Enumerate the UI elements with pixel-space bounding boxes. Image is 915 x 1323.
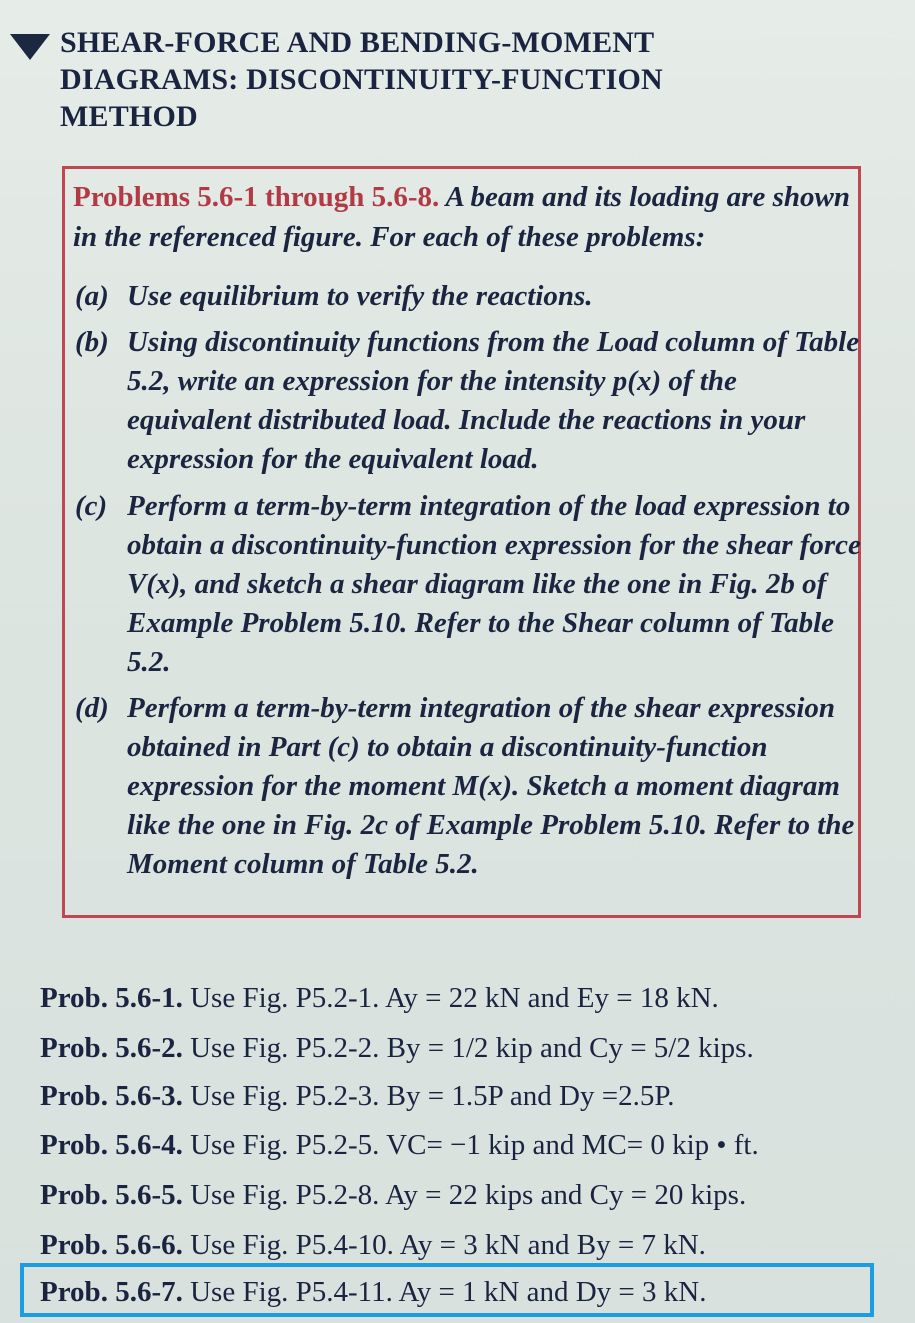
- item-label: (a): [75, 280, 109, 312]
- problem-line: [40, 1175, 746, 1215]
- collapse-triangle-icon: [10, 34, 50, 60]
- problem-text: Use Fig. P5.2-1. Ay = 22 kN and Ey = 18 kN.: [190, 982, 719, 1014]
- problem-line: [40, 1225, 706, 1265]
- intro-label: Problems 5.6-1 through 5.6-8.: [73, 181, 440, 213]
- heading-line-1: SHEAR-FORCE AND BENDING-MOMENT: [60, 26, 655, 59]
- item-label: (b): [75, 326, 109, 358]
- problem-text: Use Fig. P5.2-5. VC= −1 kip and MC= 0 kip • ft.: [190, 1129, 759, 1161]
- problem-text: Use Fig. P5.4-10. Ay = 3 kN and By = 7 kN.: [190, 1229, 706, 1261]
- problem-line: [40, 978, 719, 1018]
- item-text: Perform a term-by-term integration of the shear expression obtained in Part (c) to obtain a discontinuity-function expression for the moment M(x). Sketch a moment diagram like the one in Fig. 2c of Example Problem 5.10. Refer to the Moment column of Table 5.2.: [127, 692, 855, 880]
- problem-text: Use Fig. P5.2-2. By = 1/2 kip and Cy = 5/2 kips.: [190, 1032, 754, 1064]
- heading-line-3: METHOD: [60, 100, 198, 133]
- problem-line: [40, 1076, 675, 1116]
- item-text: Perform a term-by-term integration of the load expression to obtain a discontinuity-function expression for the shear force V(x), and sketch a shear diagram like the one in Fig. 2b of Example Problem 5.10. Refer to the Shear column of Table 5.2.: [127, 490, 861, 678]
- problem-label: Prob. 5.6-7.: [40, 1276, 183, 1308]
- problem-text: Use Fig. P5.2-3. By = 1.5P and Dy =2.5P.: [190, 1080, 675, 1112]
- problem-label: Prob. 5.6-6.: [40, 1229, 183, 1261]
- problem-label: Prob. 5.6-1.: [40, 982, 183, 1014]
- item-text: Use equilibrium to verify the reactions.: [127, 280, 593, 312]
- item-label: (d): [75, 692, 109, 724]
- problem-line: [40, 1125, 759, 1165]
- problem-label: Prob. 5.6-4.: [40, 1129, 183, 1161]
- item-label: (c): [75, 490, 108, 522]
- problem-text: Use Fig. P5.4-11. Ay = 1 kN and Dy = 3 kN.: [190, 1276, 707, 1308]
- box-intro: [73, 177, 858, 257]
- problem-label: Prob. 5.6-2.: [40, 1032, 183, 1064]
- item-text: Using discontinuity functions from the Load column of Table 5.2, write an expression for the intensity p(x) of the equivalent distributed load. Include the reactions in your expression for the equivalent load.: [127, 326, 860, 475]
- problem-label: Prob. 5.6-5.: [40, 1179, 183, 1211]
- selection-highlight-box: [20, 1263, 874, 1317]
- intro-text: A beam and its loading are shown in the referenced figure. For each of these problems:: [73, 181, 850, 253]
- problem-line: [40, 1028, 754, 1068]
- problem-text: Use Fig. P5.2-8. Ay = 22 kips and Cy = 20 kips.: [190, 1179, 747, 1211]
- problem-label: Prob. 5.6-3.: [40, 1080, 183, 1112]
- problems-instructions-box: [62, 166, 861, 918]
- heading-line-2: DIAGRAMS: DISCONTINUITY-FUNCTION: [60, 63, 663, 96]
